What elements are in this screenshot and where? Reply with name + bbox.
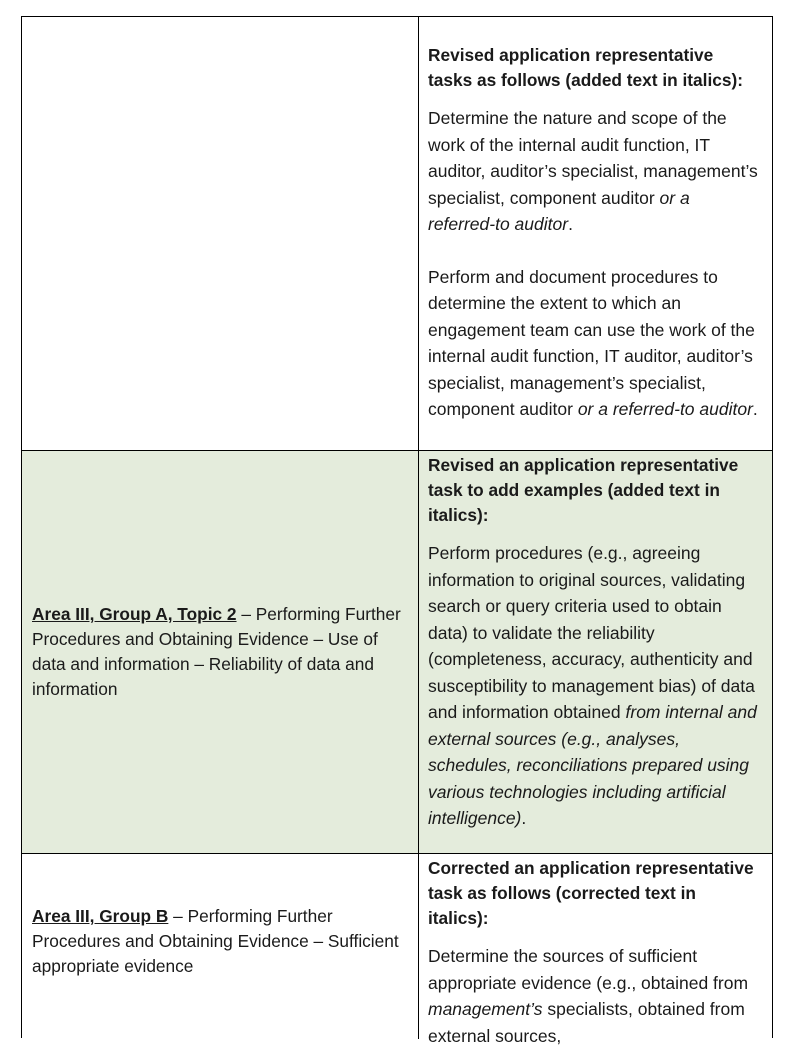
topic-link[interactable]: Area III, Group A, Topic 2 [32,604,237,624]
change-cell [419,854,772,1046]
task-paragraph: Perform procedures (e.g., agreeing information to original sources, validating search or query criteria used to obtain data) to validate the reliability (completeness, accuracy, authenticity and susceptibility to management bias) of data and information obtained from internal and external sources (e.g., analyses, schedules, reconciliations prepared using various technologies including artificial intelligence). [428,543,757,828]
topic-text: Area III, Group A, Topic 2 – Performing Further Procedures and Obtaining Evidence – Use of data and information – Reliability of data and information [32,604,401,699]
change-cell [419,17,772,450]
change-heading: Revised application representative tasks as follows (added text in italics): [428,45,743,90]
change-cell [419,451,772,853]
task-paragraph: Perform and document procedures to determine the extent to which an engagement team can use the work of the internal audit function, IT auditor, auditor’s specialist, management’s specialist, component auditor or a referred-to auditor. [428,266,758,419]
task-paragraph: Determine the nature and scope of the work of the internal audit function, IT auditor, auditor’s specialist, management’s specialist, component auditor or a referred-to auditor. [428,108,758,234]
topic-cell [22,451,419,853]
table-row [22,450,772,853]
topic-link[interactable]: Area III, Group B [32,906,169,926]
table-row [22,853,772,1046]
topic-text: Area III, Group B – Performing Further Procedures and Obtaining Evidence – Sufficient appropriate evidence [32,906,399,976]
topic-cell [22,17,419,450]
change-heading: Corrected an application representative task as follows (corrected text in italics): [428,858,754,928]
table-row [22,17,772,450]
topic-cell [22,854,419,1039]
change-heading: Revised an application representative task to add examples (added text in italics): [428,455,739,525]
task-paragraph: Determine the sources of sufficient appropriate evidence (e.g., obtained from management’s specialists, obtained from external sources, [428,946,749,1046]
changes-table [21,16,773,1046]
